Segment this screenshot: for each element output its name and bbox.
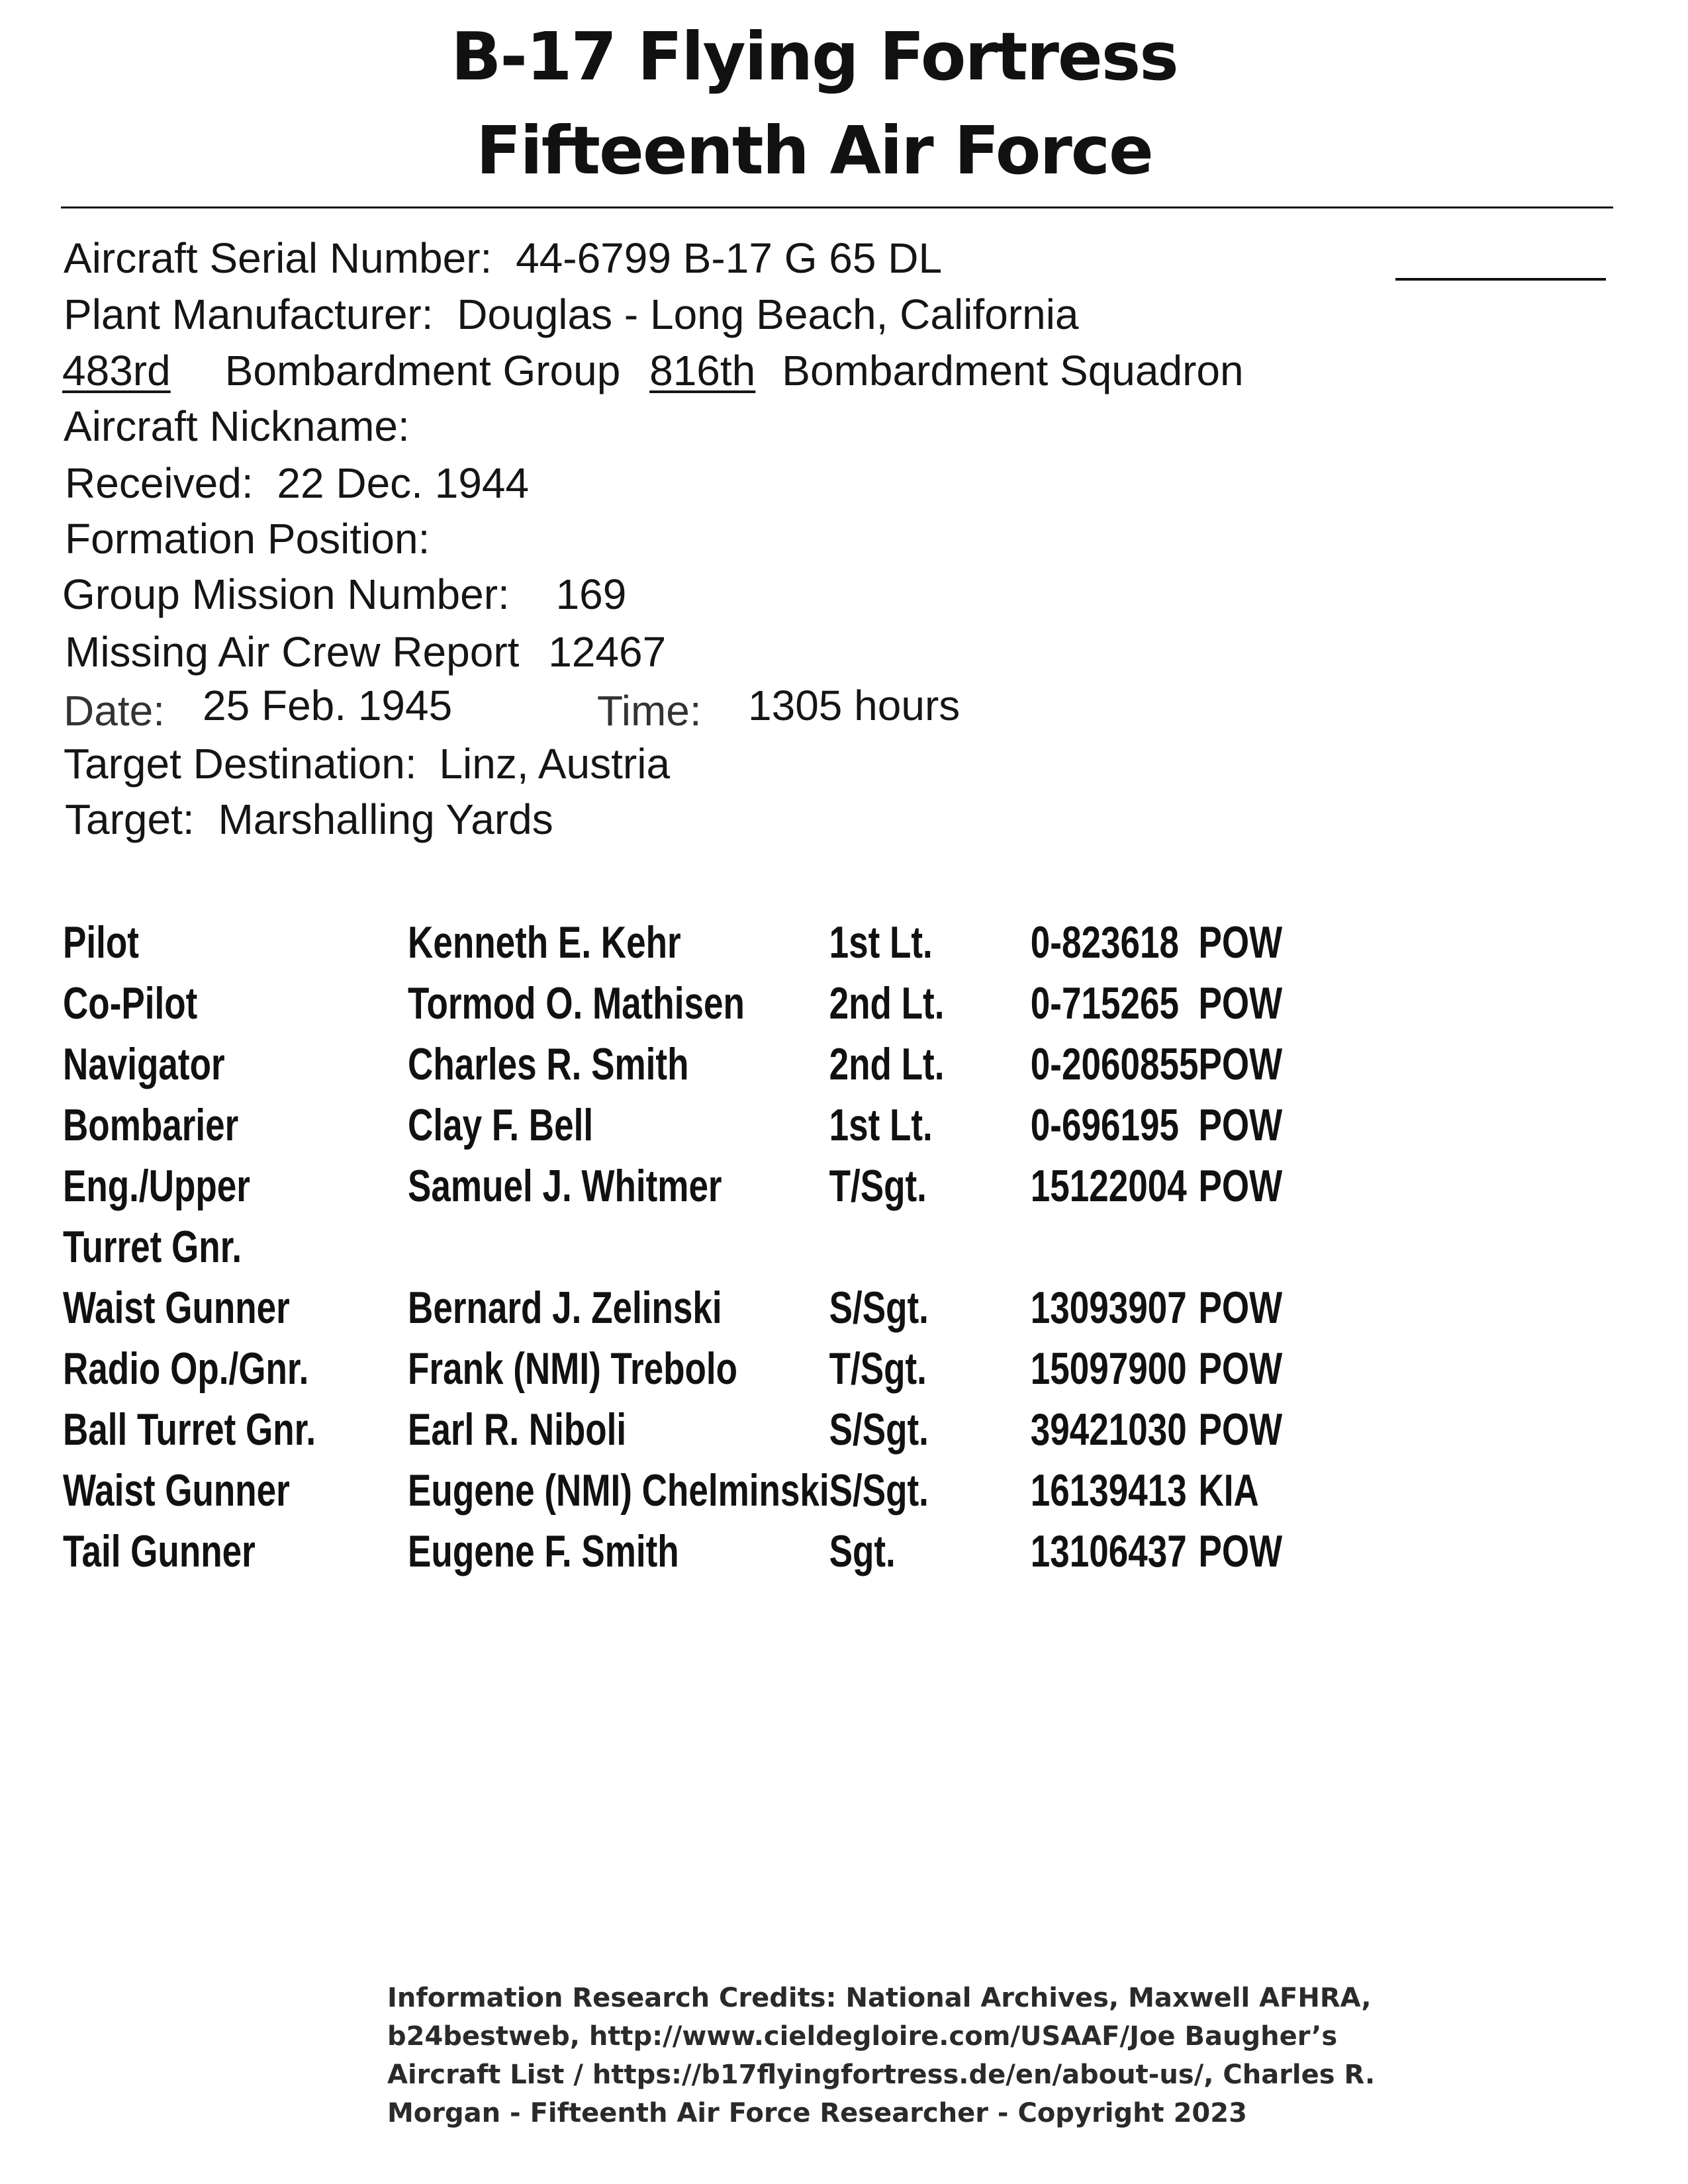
plant-value: Douglas - Long Beach, California — [457, 291, 1079, 338]
crew-status: KIA — [1198, 1465, 1259, 1516]
date-label: Date: — [64, 687, 165, 735]
crew-name: Kenneth E. Kehr — [408, 917, 681, 968]
received-row — [65, 459, 530, 507]
crew-serial: 39421030 — [1030, 1404, 1187, 1455]
serial-row — [64, 234, 943, 282]
crew-name: Bernard J. Zelinski — [408, 1283, 722, 1333]
crew-status: POW — [1198, 1039, 1283, 1089]
credits — [387, 1979, 1380, 2132]
target-row — [65, 798, 553, 841]
destination-value: Linz, Austria — [439, 740, 671, 788]
crew-row — [63, 915, 1282, 976]
crew-status: POW — [1198, 1526, 1283, 1576]
nickname-label: Aircraft Nickname: — [64, 402, 410, 450]
crew-position: Tail Gunner — [63, 1526, 256, 1576]
crew-serial: 13106437 — [1030, 1526, 1187, 1576]
crew-row — [63, 1097, 1282, 1158]
crew-status: POW — [1198, 917, 1283, 968]
crew-position: Radio Op./Gnr. — [63, 1343, 309, 1394]
plant-row — [64, 293, 1079, 336]
crew-row — [63, 1463, 1282, 1524]
crew-position: Eng./Upper — [63, 1161, 250, 1211]
group-number: 483rd — [62, 347, 171, 394]
crew-row — [63, 1402, 1282, 1463]
crew-serial: 0-696195 — [1030, 1100, 1179, 1150]
crew-rank: 1st Lt. — [829, 1100, 933, 1150]
time-label: Time: — [597, 687, 702, 735]
crew-position: Navigator — [63, 1039, 225, 1089]
page-subtitle: Fifteenth Air Force — [476, 112, 1152, 189]
credits-line: Information Research Credits: National Archives, Maxwell AFHRA, — [387, 1983, 1372, 2013]
crew-rank: S/Sgt. — [829, 1404, 929, 1455]
crew-rank: T/Sgt. — [829, 1343, 927, 1394]
crew-name: Clay F. Bell — [408, 1100, 594, 1150]
crew-serial: 0-2060855 — [1030, 1039, 1199, 1089]
crew-serial: 15097900 — [1030, 1343, 1187, 1394]
crew-status: POW — [1198, 1161, 1283, 1211]
squadron-number: 816th — [649, 347, 756, 394]
crew-serial: 0-823618 — [1030, 917, 1179, 968]
header-divider — [61, 206, 1613, 208]
group-row — [62, 349, 1244, 392]
date-row — [64, 687, 165, 735]
crew-position: Turret Gnr. — [63, 1222, 242, 1272]
crew-row — [63, 1219, 1282, 1280]
crew-name: Frank (NMI) Trebolo — [408, 1343, 738, 1394]
crew-table — [63, 915, 1282, 1584]
group-label: Bombardment Group — [224, 347, 621, 394]
target-label: Target: — [65, 796, 195, 843]
crew-row — [63, 1036, 1282, 1097]
crew-rank: 2nd Lt. — [829, 1039, 945, 1089]
crew-rank: S/Sgt. — [829, 1283, 929, 1333]
destination-row — [64, 740, 671, 788]
crew-status: POW — [1198, 1283, 1283, 1333]
mission-label: Group Mission Number: — [62, 570, 510, 618]
page-title: B-17 Flying Fortress — [451, 18, 1178, 95]
crew-serial: 13093907 — [1030, 1283, 1187, 1333]
crew-position: Pilot — [63, 917, 139, 968]
crew-status: POW — [1198, 978, 1283, 1028]
crew-name: Samuel J. Whitmer — [408, 1161, 722, 1211]
crew-position: Ball Turret Gnr. — [63, 1404, 316, 1455]
credits-line: Aircraft List / https://b17flyingfortress.de/en/about-us/, Charles R. — [387, 2060, 1376, 2090]
crew-position: Waist Gunner — [63, 1283, 290, 1333]
crew-status: POW — [1198, 1100, 1283, 1150]
credits-line: b24bestweb, http://www.cieldegloire.com/USAAF/Joe Baugher’s — [387, 2021, 1338, 2052]
crew-position: Co-Pilot — [63, 978, 198, 1028]
crew-status: POW — [1198, 1404, 1283, 1455]
crew-rank: S/Sgt. — [829, 1465, 929, 1516]
macr-label: Missing Air Crew Report — [65, 628, 520, 676]
crew-name: Eugene (NMI) Chelminski — [408, 1465, 829, 1516]
crew-rank: T/Sgt. — [829, 1161, 927, 1211]
crew-row — [63, 1280, 1282, 1341]
crew-rank: 2nd Lt. — [829, 978, 945, 1028]
received-label: Received: — [65, 459, 254, 507]
crew-rank — [829, 1219, 1031, 1280]
time-value: 1305 hours — [748, 682, 961, 729]
crew-name: Earl R. Niboli — [408, 1404, 627, 1455]
date-value: 25 Feb. 1945 — [203, 682, 453, 729]
crew-name: Eugene F. Smith — [408, 1526, 679, 1576]
crew-row — [63, 1158, 1282, 1219]
formation-label: Formation Position: — [65, 515, 430, 563]
macr-row — [65, 628, 667, 676]
received-value: 22 Dec. 1944 — [277, 459, 530, 507]
crew-serial: 16139413 — [1030, 1465, 1187, 1516]
serial-label: Aircraft Serial Number: — [64, 234, 492, 282]
crew-row — [63, 1524, 1282, 1584]
squadron-label: Bombardment Squadron — [782, 347, 1244, 394]
crew-position: Bombarier — [63, 1100, 239, 1150]
crew-row — [63, 976, 1282, 1036]
crew-name — [408, 1219, 829, 1280]
macr-value: 12467 — [548, 628, 667, 676]
credits-line: Morgan - Fifteenth Air Force Researcher - Copyright 2023 — [387, 2098, 1247, 2128]
crew-name: Charles R. Smith — [408, 1039, 689, 1089]
crew-name: Tormod O. Mathisen — [408, 978, 745, 1028]
crew-status: POW — [1198, 1343, 1283, 1394]
target-value: Marshalling Yards — [218, 796, 553, 843]
crew-row — [63, 1341, 1282, 1402]
crew-status — [1198, 1219, 1282, 1280]
destination-label: Target Destination: — [64, 740, 417, 788]
crew-rank: Sgt. — [829, 1526, 896, 1576]
mission-value: 169 — [555, 570, 627, 618]
serial-value: 44-6799 B-17 G 65 DL — [516, 234, 943, 282]
crew-rank: 1st Lt. — [829, 917, 933, 968]
blank-line — [1395, 278, 1606, 281]
crew-position: Waist Gunner — [63, 1465, 290, 1516]
crew-serial: 0-715265 — [1030, 978, 1179, 1028]
crew-serial: 15122004 — [1030, 1161, 1187, 1211]
crew-serial — [1031, 1219, 1199, 1280]
mission-row — [62, 570, 627, 618]
plant-label: Plant Manufacturer: — [64, 291, 434, 338]
